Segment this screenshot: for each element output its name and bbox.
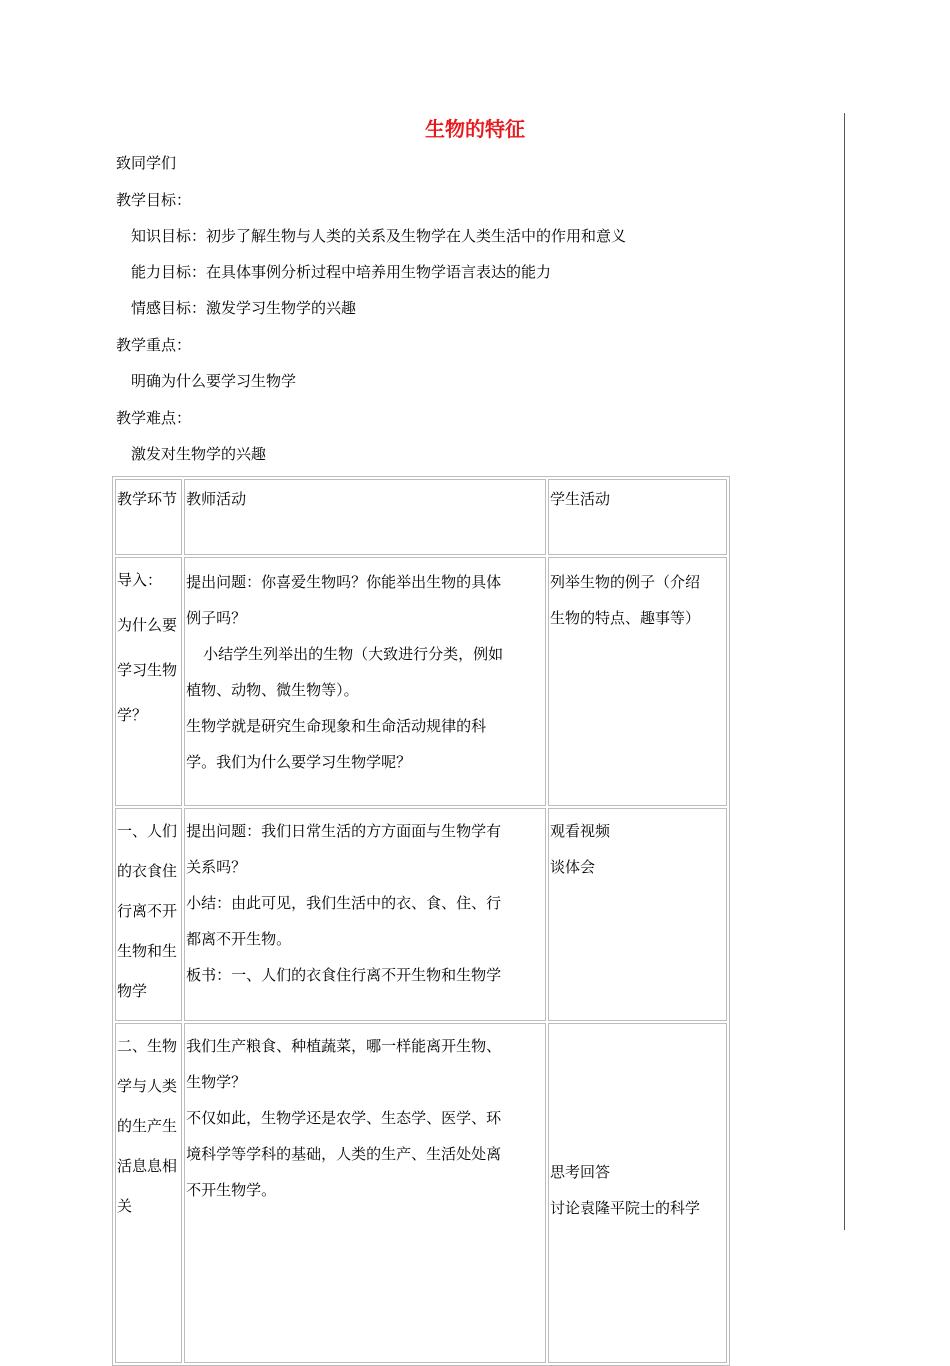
teacher-cell [184,1023,546,1363]
student-line: 列举生物的例子（介绍 [550,573,701,591]
stage-line: 物学 [117,982,148,1000]
page-margin-line [844,113,845,1230]
emotion-objective: 情感目标：激发学习生物学的兴趣 [131,299,357,317]
stage-line: 的生产生 [117,1117,178,1135]
table-row [115,557,727,806]
student-line: 讨论袁隆平院士的科学 [550,1199,701,1217]
stage-line: 学习生物 [117,661,178,679]
key-point: 明确为什么要学习生物学 [131,372,297,390]
difficulty-heading: 教学难点： [116,409,192,427]
teacher-line: 植物、动物、微生物等）。 [186,681,359,699]
stage-line: 关 [117,1197,133,1215]
student-cell [548,808,727,1021]
teacher-line: 板书：一、人们的衣食住行离不开生物和生物学 [186,966,502,984]
teacher-line: 我们生产粮食、种植蔬菜，哪一样能离开生物、 [186,1037,502,1055]
greeting: 致同学们 [116,154,177,172]
teacher-line: 学。我们为什么要学习生物学呢？ [186,753,412,771]
teacher-line: 生物学？ [186,1073,247,1091]
teacher-line: 都离不开生物。 [186,930,292,948]
stage-cell [115,808,182,1021]
teacher-cell [184,557,546,806]
stage-line: 导入： [117,571,163,589]
teacher-line: 生物学就是研究生命现象和生命活动规律的科 [186,717,487,735]
stage-line: 活息息相 [117,1157,178,1175]
teacher-line: 提出问题：你喜爱生物吗？你能举出生物的具体 [186,573,502,591]
teacher-line: 关系吗？ [186,858,247,876]
difficulty-point: 激发对生物学的兴趣 [131,445,267,463]
stage-line: 学与人类 [117,1077,178,1095]
table-row [115,808,727,1021]
stage-line: 的衣食住 [117,862,178,880]
stage-cell [115,557,182,806]
page-title: 生物的特征 [425,117,525,141]
table-row [115,1023,727,1363]
student-line: 谈体会 [550,858,596,876]
student-line: 观看视频 [550,822,611,840]
stage-line: 二、生物 [117,1037,178,1055]
stage-line: 行离不开 [117,902,178,920]
table-header-row [115,479,727,555]
teacher-line: 境科学等学科的基础，人类的生产、生活处处离 [186,1145,502,1163]
stage-cell [115,1023,182,1363]
key-points-heading: 教学重点： [116,336,192,354]
teacher-line: 不仅如此，生物学还是农学、生态学、医学、环 [186,1109,502,1127]
knowledge-objective: 知识目标：初步了解生物与人类的关系及生物学在人类生活中的作用和意义 [131,227,627,245]
header-teacher: 教师活动 [184,479,546,555]
header-stage: 教学环节 [115,479,182,555]
teacher-line: 小结学生列举出的生物（大致进行分类，例如 [203,645,504,663]
stage-line: 为什么要 [117,616,178,634]
student-cell [548,557,727,806]
stage-line: 学？ [117,706,148,724]
teacher-line: 提出问题：我们日常生活的方方面面与生物学有 [186,822,502,840]
teacher-line: 例子吗？ [186,609,247,627]
objectives-heading: 教学目标： [116,191,192,209]
header-student: 学生活动 [548,479,727,555]
stage-line: 生物和生 [117,942,178,960]
student-line: 生物的特点、趣事等） [550,609,701,627]
lesson-table [112,476,730,1366]
ability-objective: 能力目标：在具体事例分析过程中培养用生物学语言表达的能力 [131,263,552,281]
student-line: 思考回答 [550,1163,611,1181]
student-cell [548,1023,727,1363]
stage-line: 一、人们 [117,822,178,840]
teacher-line: 不开生物学。 [186,1181,277,1199]
teacher-line: 小结：由此可见，我们生活中的衣、食、住、行 [186,894,502,912]
teacher-cell [184,808,546,1021]
